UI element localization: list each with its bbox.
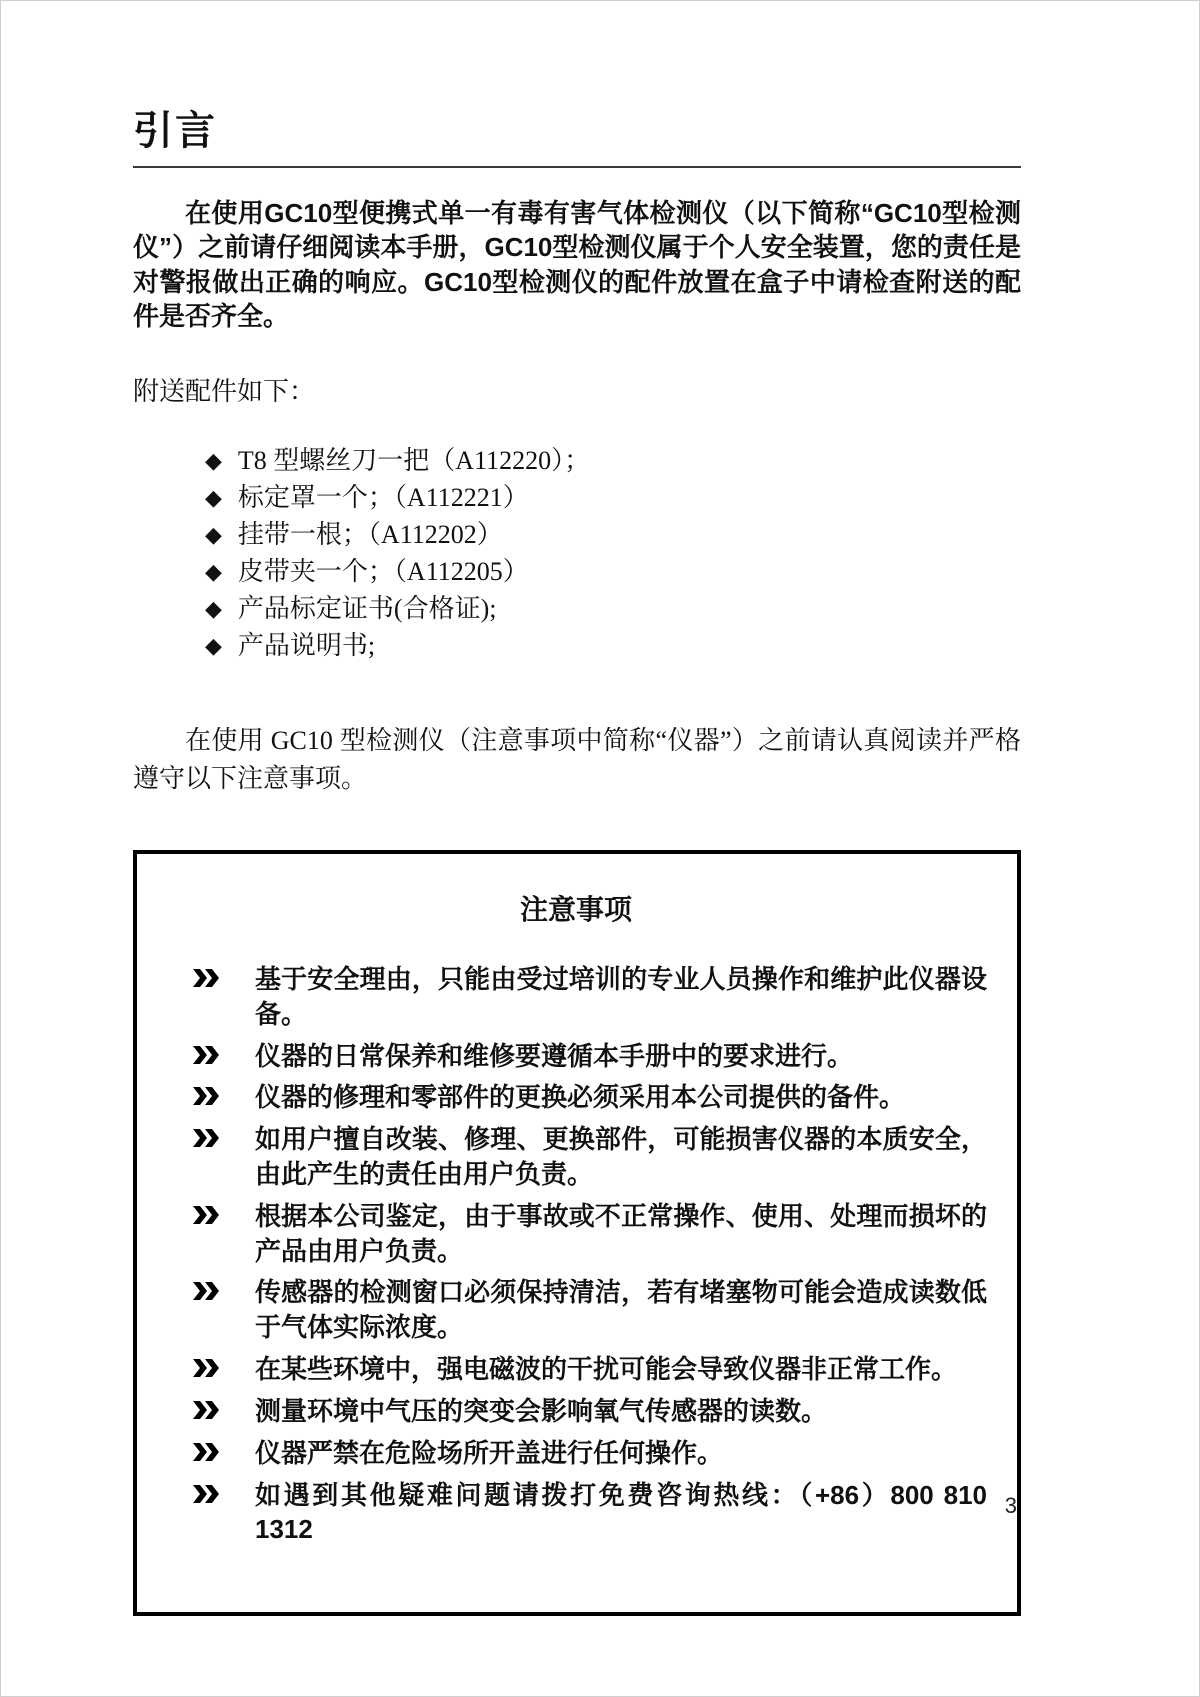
notice-item (179, 1275, 987, 1345)
accessories-label: 附送配件如下： (133, 377, 316, 407)
title-divider (133, 166, 1021, 168)
accessory-text: 产品标定证书(合格证); (237, 593, 497, 623)
notice-box-title: 注意事项 (519, 893, 632, 925)
diamond-bullet-icon: ◆ (205, 558, 222, 584)
notice-list (165, 962, 987, 1547)
notice-item (179, 1199, 987, 1269)
list-item (205, 517, 1021, 554)
notice-item-text: 传感器的检测窗口必须保持清洁，若有堵塞物可能会造成读数低于气体实际浓度。 (255, 1277, 987, 1343)
double-chevron-bullet-icon (193, 1087, 219, 1105)
accessory-text: 皮带夹一个；（A112205） (237, 556, 529, 586)
notice-intro-paragraph: 在使用 GC10 型检测仪（注意事项中简称“仪器”）之前请认真阅读并严格遵守以下注意事项。 (133, 726, 1021, 794)
list-item (205, 591, 1021, 628)
diamond-bullet-icon: ◆ (205, 448, 222, 474)
page-title: 引言 (133, 108, 217, 153)
notice-item (179, 1122, 987, 1192)
notice-item-text: 基于安全理由，只能由受过培训的专业人员操作和维护此仪器设备。 (255, 963, 987, 1029)
double-chevron-bullet-icon (193, 1401, 219, 1419)
notice-item (179, 1478, 987, 1548)
double-chevron-bullet-icon (193, 1129, 219, 1147)
double-chevron-bullet-icon (193, 1443, 219, 1461)
notice-item-text: 测量环境中气压的突变会影响氧气传感器的读数。 (255, 1395, 828, 1426)
notice-box (133, 850, 1021, 1616)
double-chevron-bullet-icon (193, 1485, 219, 1503)
list-item (205, 443, 1021, 480)
double-chevron-bullet-icon (193, 969, 219, 987)
notice-item (179, 962, 987, 1032)
diamond-bullet-icon: ◆ (205, 521, 222, 547)
notice-item-text: 仪器的修理和零部件的更换必须采用本公司提供的备件。 (255, 1082, 906, 1113)
accessory-text: 标定罩一个；（A112221） (237, 482, 529, 512)
notice-item (179, 1080, 987, 1115)
accessories-list (133, 443, 1021, 664)
page-content (1, 1, 1199, 1616)
notice-item-text: 在某些环境中，强电磁波的干扰可能会导致仪器非正常工作。 (255, 1354, 958, 1385)
diamond-bullet-icon: ◆ (205, 484, 222, 510)
notice-item (179, 1394, 987, 1429)
double-chevron-bullet-icon (193, 1046, 219, 1064)
double-chevron-bullet-icon (193, 1282, 219, 1300)
list-item (205, 554, 1021, 591)
list-item (205, 628, 1021, 665)
intro-paragraph: 在使用GC10型便携式单一有毒有害气体检测仪（以下简称“GC10型检测仪”）之前请仔细阅读本手册，GC10型检测仪属于个人安全装置，您的责任是对警报做出正确的响应。GC10型检测仪的配件放置在盒子中请检查附送的配件是否齐全。 (133, 198, 1021, 331)
diamond-bullet-icon: ◆ (205, 632, 222, 658)
list-item (205, 480, 1021, 517)
notice-item-text: 仪器的日常保养和维修要遵循本手册中的要求进行。 (255, 1040, 854, 1071)
double-chevron-bullet-icon (193, 1206, 219, 1224)
page-number: 3 (1004, 1493, 1017, 1518)
accessory-text: T8 型螺丝刀一把（A112220）； (237, 446, 591, 476)
notice-item-text: 如用户擅自改装、修理、更换部件，可能损害仪器的本质安全，由此产生的责任由用户负责。 (255, 1124, 987, 1189)
accessory-text: 产品说明书; (237, 630, 376, 660)
diamond-bullet-icon: ◆ (205, 595, 222, 621)
notice-item (179, 1436, 987, 1471)
notice-item (179, 1039, 987, 1074)
notice-item-text: 根据本公司鉴定，由于事故或不正常操作、使用、处理而损坏的产品由用户负责。 (255, 1200, 987, 1266)
notice-item-text: 如遇到其他疑难问题请拨打免费咨询热线：（+86）800 810 1312 (255, 1479, 987, 1545)
accessory-text: 挂带一根；（A112202） (237, 519, 503, 549)
double-chevron-bullet-icon (193, 1359, 219, 1377)
notice-item-text: 仪器严禁在危险场所开盖进行任何操作。 (255, 1437, 724, 1468)
notice-item (179, 1352, 987, 1387)
